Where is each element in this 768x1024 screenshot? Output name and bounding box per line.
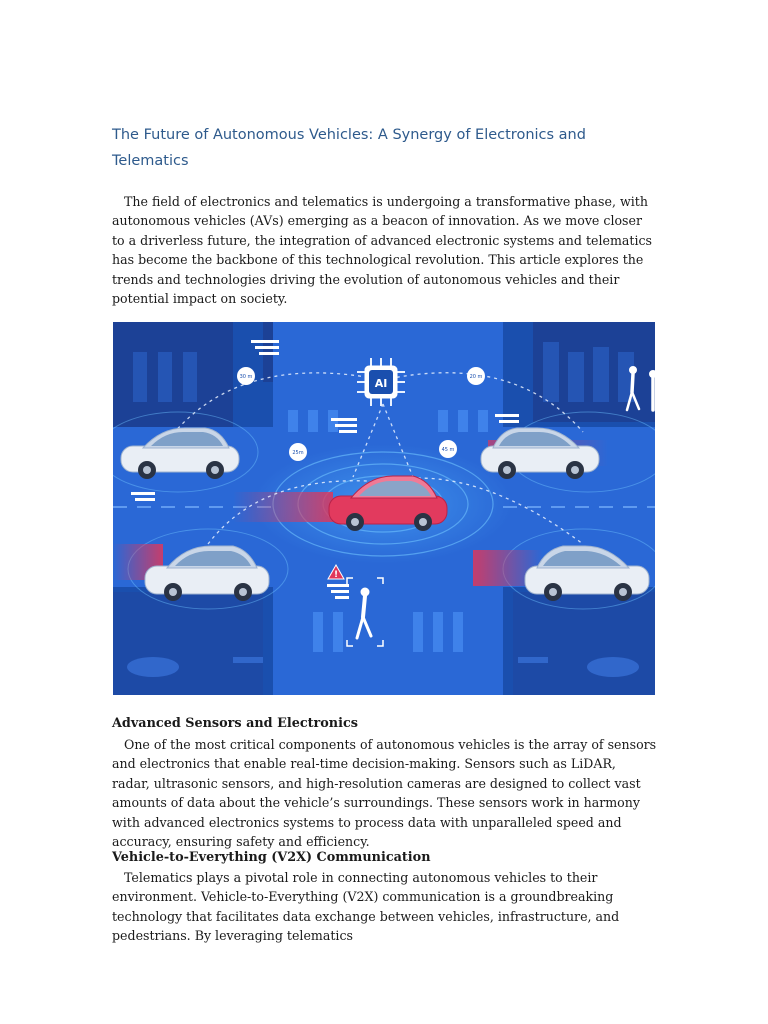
section-body-sensors bbox=[112, 735, 657, 851]
section-text-v2x: Telematics plays a pivotal role in connecting autonomous vehicles to their environment. Vehicle-to-Everything (V2X) communication is a groundbreaking technology that facilitates data exchange between vehicles, infrastructure, and pedestrians. By leveraging telematics bbox=[112, 870, 620, 944]
distance-badge-45m: 45 m bbox=[441, 447, 455, 453]
distance-badge-20m: 20 m bbox=[469, 374, 483, 380]
section-heading-v2x: Vehicle-to-Everything (V2X) Communication bbox=[112, 850, 431, 865]
intro-text: The field of electronics and telematics is undergoing a transformative phase, with autonomous vehicles (AVs) emerging as a beacon of innovation. As we move closer to a driverless future, the integration of advanced electronic systems and telematics has become the backbone of this technological revolution. This article explores the trends and technologies driving the evolution of autonomous vehicles and their potential impact on society. bbox=[112, 194, 653, 307]
warning-icon-symbol: ! bbox=[333, 570, 339, 580]
section-body-v2x bbox=[112, 868, 657, 946]
distance-badge-25m: 25m bbox=[292, 450, 304, 456]
section-text-sensors: One of the most critical components of autonomous vehicles is the array of sensors and electronics that enable real-time decision-making. Sensors such as LiDAR, radar, ultrasonic sensors, and high-resolution cameras are designed to collect vast amounts of data about the vehicle’s surroundings. These sensors work in harmony with advanced electronics systems to process data with unparalleled speed and accuracy, ensuring safety and efficiency. bbox=[112, 737, 657, 850]
autonomous-vehicles-illustration bbox=[113, 322, 655, 695]
intro-paragraph bbox=[112, 192, 657, 308]
article-title: The Future of Autonomous Vehicles: A Synergy of Electronics and Telematics bbox=[112, 127, 586, 169]
section-heading-sensors: Advanced Sensors and Electronics bbox=[112, 716, 358, 731]
distance-badge-30m: 30 m bbox=[239, 374, 253, 380]
ai-chip-label: AI bbox=[374, 377, 388, 390]
